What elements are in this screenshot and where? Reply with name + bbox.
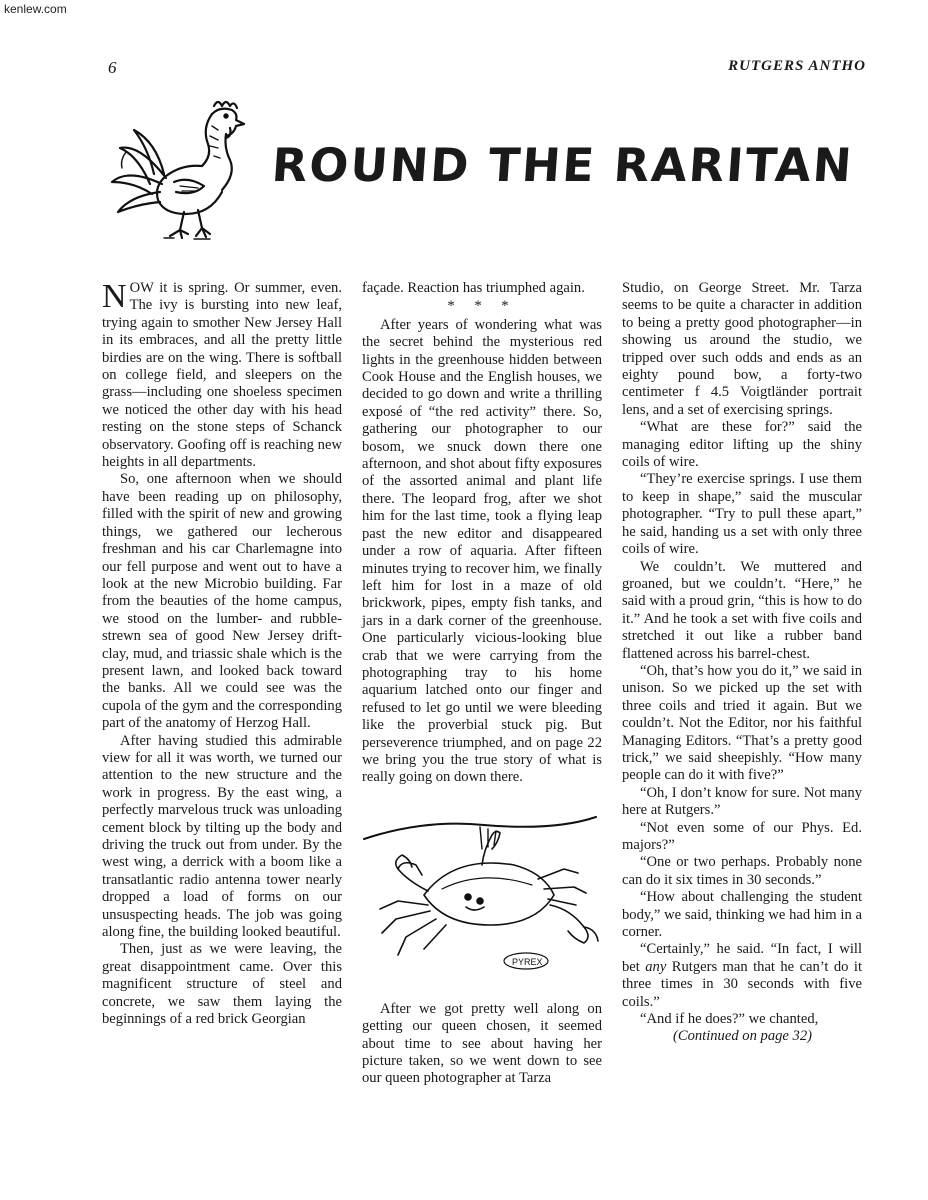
paragraph: After having studied this admirable view for all it was worth, we turned our attention to the new structure and the work in progress. By the east wing, a perfectly marvelous truck was unloading cement block by tilting up the body and driving the truck out from under. By the west wing, a derrick with a boom like a transatlantic radio antenna tower nearly dropped a load of forms on our unsuspecting heads. The job was going along fine, the building looked beautiful. — [102, 732, 342, 941]
paragraph: “And if he does?” we chanted, — [640, 1011, 819, 1028]
paragraph: So, one afternoon when we should have been reading up on philosophy, filled with the spirit of new and growing things, we gathered our lecherous freshman and his car Charlemagne into our fell purpose and went out to have a look at the new Microbio building. Far from the beauties of the home campus, we stood on the lumber- and rubble-strewn sea of good New Jersey drift-clay, mud, and triassic shale which is the present lawn, and looked back toward the banks. All we could see was the cupola of the gym and the corresponding part of the anatomy of Herzog Hall. — [102, 471, 342, 732]
paragraph: After years of wondering what was the secret behind the mysterious red lights in the greenhouse hidden between Cook House and the English houses, we decided to go down and write a thrilling exposé of “the red activity” there. So, gathering our photographer to our bosom, we snuck down there one afternoon, and shot about fifty exposures of the assorted animal and plant life there. The leopard frog, after we shot him for the last time, took a flying leap past the new editor and disappeared under a row of aquaria. After fifteen minutes trying to recover him, we finally left him for lost in a maze of old brickwork, pipes, empty fish tanks, and jars in a dark corner of the greenhouse. One particularly vicious-looking blue crab that we were carrying from the photographing tray to his home aquarium latched onto our finger and refused to let go until we were bleeding like the proverbial stuck pig. But perseverence triumphed, and on page 22 we bring you the true story of what is really going on down there. — [362, 316, 602, 786]
paragraph-text: Rutgers man that he can’t do it three times in 30 seconds with five coils.” — [622, 958, 863, 1010]
section-separator: * * * — [447, 298, 517, 315]
paragraph: We couldn’t. We muttered and groaned, but we couldn’t. “Here,” he said with a proud grin, “this is how to do it.” And he took a set with five coils and stretched it out like a rubber band flattened across his barrel-chest. — [622, 558, 862, 662]
paragraph-text: “Certainly,” he said. “In fact, I will bet — [622, 941, 862, 975]
crab-signature: PYREX — [512, 956, 543, 967]
emphasis: any — [645, 958, 667, 975]
article-column-1 — [102, 280, 342, 1028]
paragraph-text: OW it is spring. Or summer, even. The ivy is bursting into new leaf, trying again to smother New Jersey Hall in its embraces, and all the pretty little birdies are on the wing. There is softball on college field, and sleepers on the grass—including one shoeless specimen we noticed the other day with his head resting on the stone steps of Schanck observatory. Goofing off is reaching new heights in all departments. — [102, 280, 342, 471]
paragraph: “Oh, that’s how you do it,” we said in unison. So we picked up the set with three coils and tried it again. But we couldn’t. Not the Editor, nor his faithful Managing Editors. “That’s a pretty good trick,” we said sheepishly. “How many people can do it with five?” — [622, 662, 862, 784]
article-title: ROUND THE RARITAN — [270, 138, 856, 192]
paragraph: Then, just as we were leaving, the great disappointment came. Over this magnificent structure of steel and concrete, we saw them laying the beginnings of a red brick Georgian — [102, 941, 342, 1028]
paragraph: After we got pretty well along on getting our queen chosen, it seemed about time to see about having her picture taken, so we went down to see our queen photographer at Tarza — [362, 1000, 602, 1087]
running-head: RUTGERS ANTHO — [728, 58, 866, 74]
crab-illustration — [362, 809, 602, 971]
crab-drawing — [362, 809, 602, 971]
page-number: 6 — [108, 58, 117, 77]
drop-cap: N — [102, 278, 127, 315]
paragraph: façade. Reaction has triumphed again. — [362, 280, 585, 296]
paragraph: “Not even some of our Phys. Ed. majors?” — [622, 819, 862, 853]
paragraph: “What are these for?” said the managing editor lifting up the shiny coils of wire. — [622, 419, 862, 471]
continued-note: (Continued on page 32) — [672, 1028, 812, 1045]
paragraph: “One or two perhaps. Probably none can do it six times in 30 seconds.” — [622, 854, 862, 888]
article-column-3 — [622, 280, 862, 1046]
paragraph: Studio, on George Street. Mr. Tarza seems to be quite a character in addition to being a pretty good photographer—in showing us around the studio, we tripped over such odds and ends as an eighty pound bow, a forty-two centimeter f 4.5 Voigtländer portrait lens, and a set of exercising springs. — [622, 280, 862, 418]
paragraph: “How about challenging the student body,” we said, thinking we had him in a corner. — [622, 889, 862, 941]
rooster-icon — [100, 92, 260, 242]
paragraph — [622, 941, 862, 1011]
paragraph — [102, 280, 342, 471]
watermark: kenlew.com — [4, 2, 67, 16]
article-column-2 — [362, 280, 602, 1088]
paragraph: “Oh, I don’t know for sure. Not many here at Rutgers.” — [622, 784, 862, 819]
paragraph: “They’re exercise springs. I use them to keep in shape,” said the muscular photographer. “Try to pull these apart,” he said, handing us a set with only three coils of wire. — [622, 471, 862, 558]
